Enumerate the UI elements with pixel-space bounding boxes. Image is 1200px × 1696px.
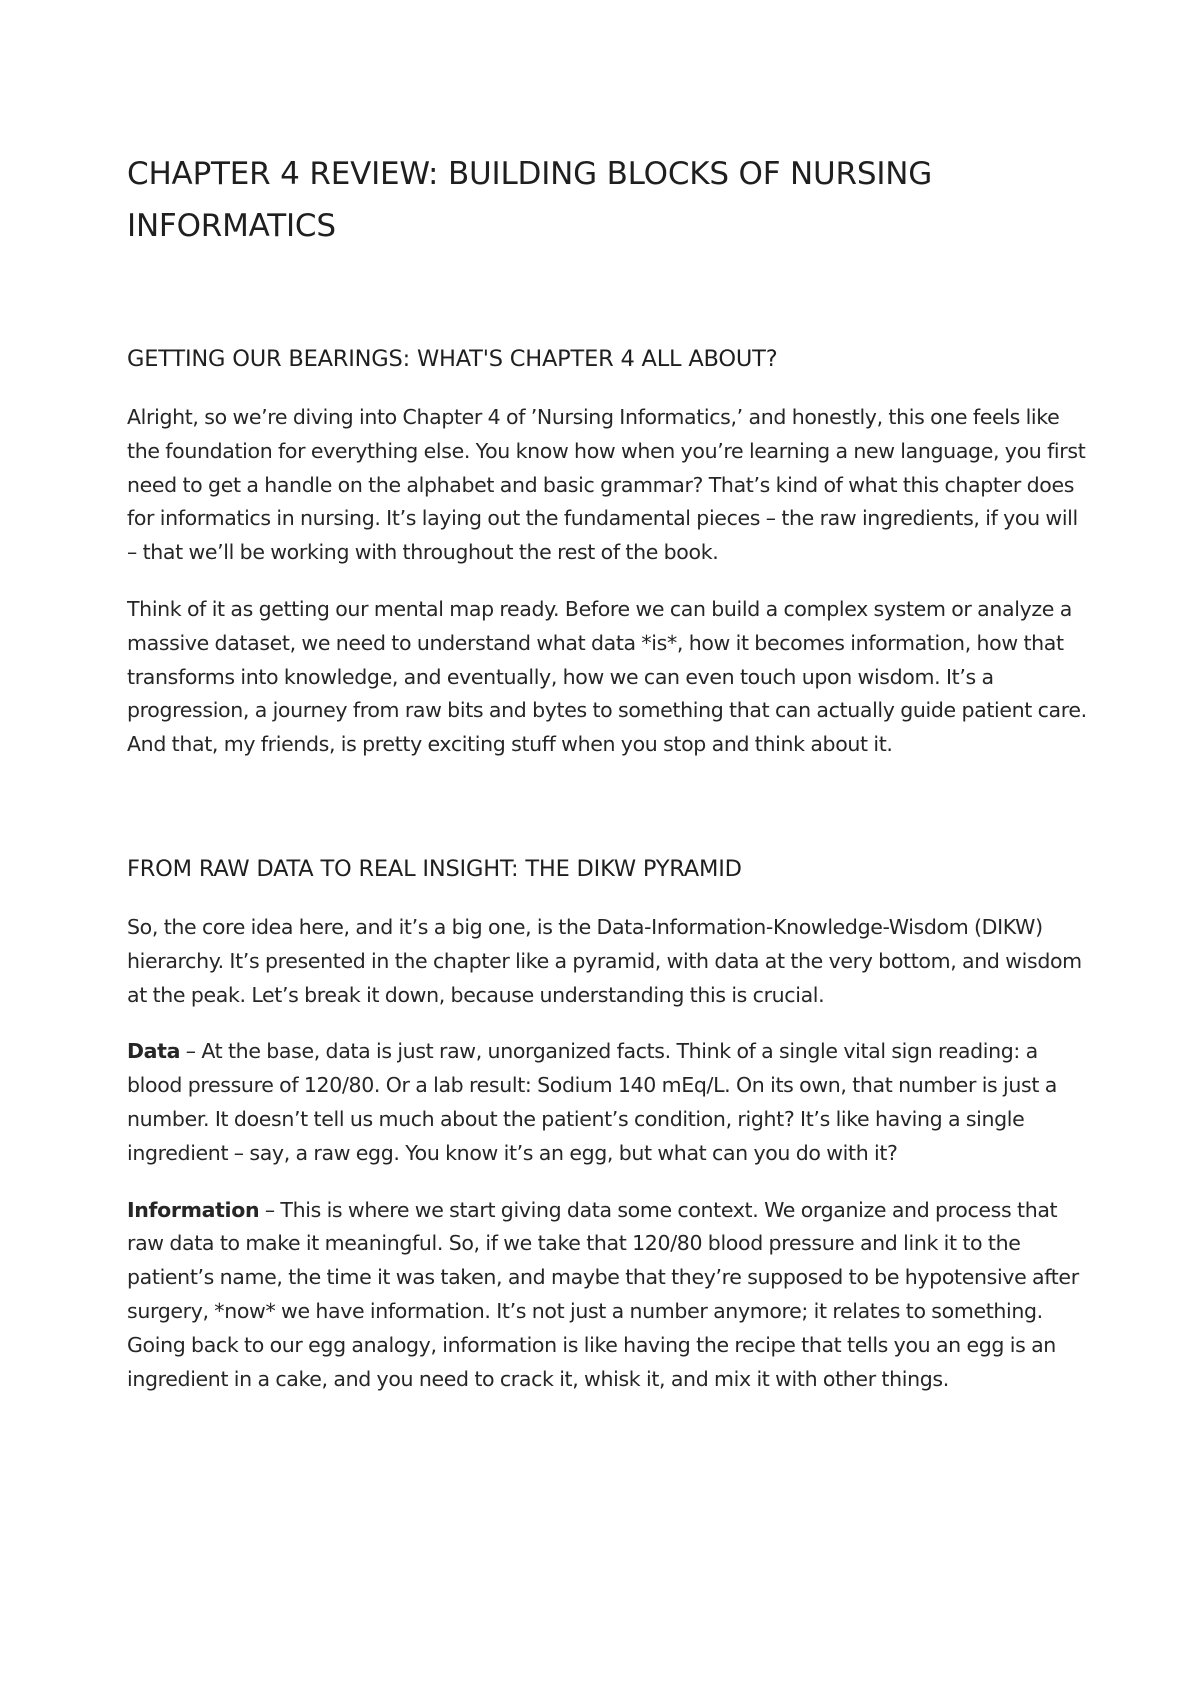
term-information: Information xyxy=(127,1197,260,1222)
paragraph-dikw-intro: So, the core idea here, and it’s a big one, is the Data-Information-Knowledge-Wisdom (DIKW) hierarchy. It’s presented in the chapter like a pyramid, with data at the very bottom, and wisdom at the peak. Let’s break it down, because understanding this is crucial. xyxy=(127,914,1082,1007)
page-title: CHAPTER 4 REVIEW: BUILDING BLOCKS OF NURSING INFORMATICS xyxy=(127,156,933,244)
section-heading-dikw: FROM RAW DATA TO REAL INSIGHT: THE DIKW PYRAMID xyxy=(127,855,742,882)
paragraph-bearings-2: Think of it as getting our mental map ready. Before we can build a complex system or analyze a massive dataset, we need to understand what data *is*, how it becomes information, how that transforms into knowledge, and eventually, how we can even touch upon wisdom. It’s a progression, a journey from raw bits and bytes to something that can actually guide patient care. And that, my friends, is pretty exciting stuff when you stop and think about it. xyxy=(127,596,1087,757)
document-body xyxy=(127,148,1087,1396)
paragraph-data-definition xyxy=(127,1035,1087,1170)
term-data: Data xyxy=(127,1039,181,1064)
definition-information: – This is where we start giving data some context. We organize and process that raw data to make it meaningful. So, if we take that 120/80 blood pressure and link it to the patient’s name, the time it was taken, and maybe that they’re supposed to be hypotensive after surgery, *now* we have information. It’s not just a number anymore; it relates to something. Going back to our egg analogy, information is like having the recipe that tells you an egg is an ingredient in a cake, and you need to crack it, whisk it, and mix it with other things. xyxy=(127,1197,1079,1391)
paragraph-information-definition xyxy=(127,1194,1087,1397)
paragraph-bearings-1: Alright, so we’re diving into Chapter 4 of ’Nursing Informatics,’ and honestly, this one feels like the foundation for everything else. You know how when you’re learning a new language, you first need to get a handle on the alphabet and basic grammar? That’s kind of what this chapter does for informatics in nursing. It’s laying out the fundamental pieces – the raw ingredients, if you will – that we’ll be working with throughout the rest of the book. xyxy=(127,405,1086,565)
section-heading-bearings: GETTING OUR BEARINGS: WHAT'S CHAPTER 4 ALL ABOUT? xyxy=(127,346,778,372)
definition-data: – At the base, data is just raw, unorganized facts. Think of a single vital sign reading: a blood pressure of 120/80. Or a lab result: Sodium 140 mEq/L. On its own, that number is just a number. It doesn’t tell us much about the patient’s condition, right? It’s like having a single ingredient – say, a raw egg. You know it’s an egg, but what can you do with it? xyxy=(127,1039,1057,1165)
